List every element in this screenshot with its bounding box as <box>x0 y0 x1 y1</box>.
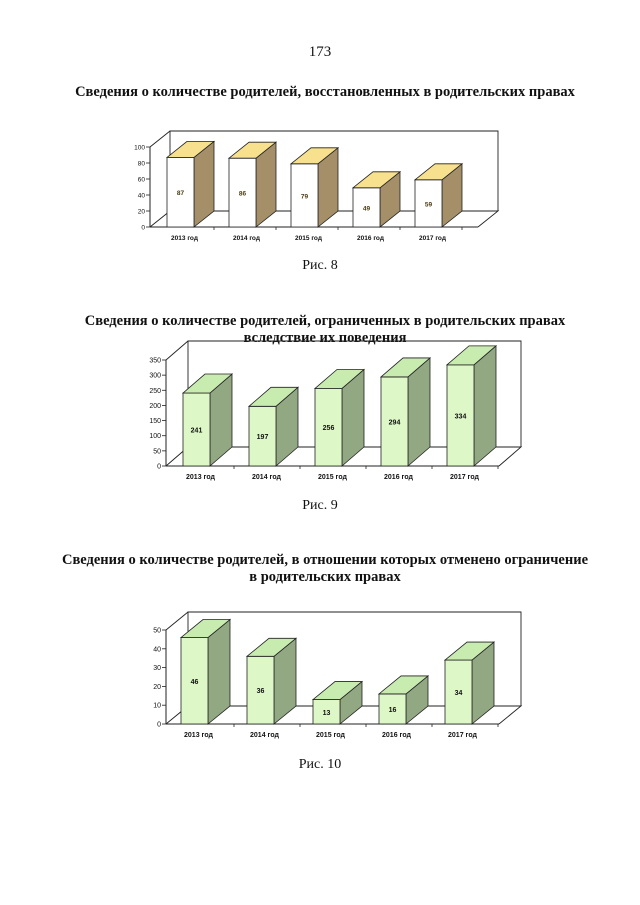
data-label: 59 <box>424 201 433 209</box>
x-tick-label: 2013 год <box>184 732 213 739</box>
y-tick-label: 40 <box>137 192 145 200</box>
y-tick-label: 250 <box>149 387 161 395</box>
data-label: 79 <box>300 193 309 201</box>
x-tick-label: 2015 год <box>318 474 347 481</box>
chart-title: Сведения о количестве родителей, в отношении которых отменено ограничение в родительских правах <box>61 552 589 585</box>
y-tick-label: 50 <box>153 627 161 635</box>
chart-side-wall-edge <box>166 612 188 630</box>
y-tick-label: 200 <box>149 402 161 410</box>
bar-chart-limitation-cancelled <box>0 608 640 748</box>
data-label: 36 <box>256 688 265 696</box>
data-label: 13 <box>322 709 331 717</box>
bar-side <box>474 346 496 466</box>
data-label: 241 <box>190 427 203 435</box>
data-label: 294 <box>388 419 401 427</box>
figure-caption: Рис. 10 <box>298 757 342 772</box>
x-tick-label: 2017 год <box>448 732 477 739</box>
y-tick-label: 10 <box>153 702 161 710</box>
y-tick-label: 150 <box>149 418 161 426</box>
x-tick-label: 2016 год <box>384 474 413 481</box>
bar-chart-limited-rights <box>0 352 640 492</box>
x-tick-label: 2014 год <box>250 732 279 739</box>
data-label: 334 <box>454 413 467 421</box>
x-tick-label: 2016 год <box>357 235 384 242</box>
data-label: 49 <box>362 205 371 213</box>
y-tick-label: 30 <box>153 665 161 673</box>
y-tick-label: 100 <box>149 433 161 441</box>
y-tick-label: 80 <box>137 160 145 168</box>
x-tick-label: 2017 год <box>419 235 446 242</box>
x-tick-label: 2013 год <box>171 235 198 242</box>
data-label: 197 <box>256 434 269 442</box>
x-tick-label: 2015 год <box>295 235 322 242</box>
y-tick-label: 0 <box>141 224 145 232</box>
data-label: 16 <box>388 706 397 714</box>
y-tick-label: 50 <box>153 448 161 456</box>
y-tick-label: 20 <box>137 208 145 216</box>
data-label: 87 <box>176 190 185 198</box>
data-label: 256 <box>322 425 335 433</box>
x-tick-label: 2016 год <box>382 732 411 739</box>
chart-side-wall-edge <box>150 131 170 147</box>
y-tick-label: 20 <box>153 683 161 691</box>
data-label: 86 <box>238 190 247 198</box>
y-tick-label: 300 <box>149 372 161 380</box>
x-tick-label: 2017 год <box>450 474 479 481</box>
y-tick-label: 100 <box>134 144 145 152</box>
y-tick-label: 60 <box>137 176 145 184</box>
x-tick-label: 2015 год <box>316 732 345 739</box>
figure-caption: Рис. 9 <box>302 498 338 513</box>
y-tick-label: 40 <box>153 646 161 654</box>
page-number: 173 <box>308 44 332 60</box>
y-tick-label: 0 <box>157 463 161 471</box>
x-tick-label: 2014 год <box>252 474 281 481</box>
chart-title: Сведения о количестве родителей, восстановленных в родительских правах <box>75 84 575 100</box>
y-tick-label: 0 <box>157 721 161 729</box>
data-label: 34 <box>454 690 463 698</box>
x-tick-label: 2013 год <box>186 474 215 481</box>
chart-title: Сведения о количестве родителей, ограниченных в родительских правах вследствие их поведения <box>84 313 566 346</box>
y-tick-label: 350 <box>149 357 161 365</box>
bar-chart-restored-rights <box>0 125 640 250</box>
figure-caption: Рис. 8 <box>302 258 338 273</box>
data-label: 46 <box>190 678 199 686</box>
x-tick-label: 2014 год <box>233 235 260 242</box>
